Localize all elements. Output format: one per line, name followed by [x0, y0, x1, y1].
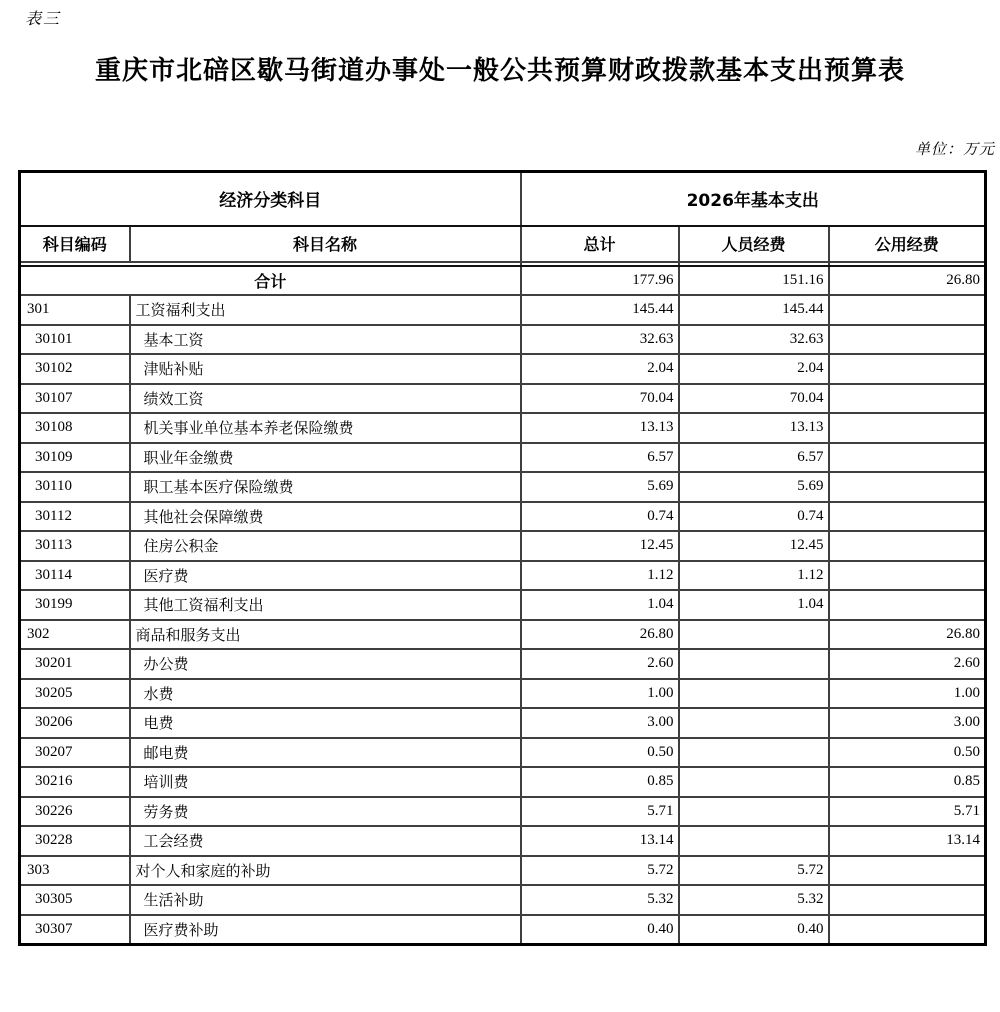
grand-total-total: 177.96	[521, 266, 679, 296]
total-value-cell: 12.45	[521, 531, 679, 561]
public-expense-cell: 2.60	[829, 649, 986, 679]
public-expense-cell	[829, 325, 986, 355]
table-body	[20, 266, 986, 945]
subject-code-cell: 30207	[20, 738, 130, 768]
subject-name-cell: 绩效工资	[130, 384, 521, 414]
public-expense-cell	[829, 384, 986, 414]
table-row	[20, 708, 986, 738]
public-expense-cell	[829, 915, 986, 945]
public-expense-cell	[829, 413, 986, 443]
subject-code-cell: 30102	[20, 354, 130, 384]
table-row	[20, 531, 986, 561]
subject-code-cell: 30107	[20, 384, 130, 414]
public-expense-cell	[829, 502, 986, 532]
subject-name-cell: 职业年金缴费	[130, 443, 521, 473]
table-row	[20, 679, 986, 709]
subject-code-cell: 30228	[20, 826, 130, 856]
personnel-expense-cell: 12.45	[679, 531, 829, 561]
total-value-cell: 5.72	[521, 856, 679, 886]
subject-code-cell: 30109	[20, 443, 130, 473]
total-value-cell: 0.40	[521, 915, 679, 945]
subject-code-cell: 30199	[20, 590, 130, 620]
table-row	[20, 413, 986, 443]
subject-code-cell: 30101	[20, 325, 130, 355]
total-value-cell: 1.00	[521, 679, 679, 709]
public-expense-cell	[829, 531, 986, 561]
table-number-tag: 表三	[25, 11, 62, 28]
public-expense-cell: 1.00	[829, 679, 986, 709]
public-expense-cell	[829, 856, 986, 886]
public-expense-cell: 5.71	[829, 797, 986, 827]
subject-name-cell: 对个人和家庭的补助	[130, 856, 521, 886]
personnel-expense-cell	[679, 767, 829, 797]
public-expense-cell: 13.14	[829, 826, 986, 856]
budget-table	[18, 170, 987, 946]
page-title: 重庆市北碚区歇马街道办事处一般公共预算财政拨款基本支出预算表	[94, 56, 905, 86]
total-value-cell: 0.50	[521, 738, 679, 768]
total-value-cell: 1.04	[521, 590, 679, 620]
personnel-expense-cell	[679, 708, 829, 738]
total-value-cell: 26.80	[521, 620, 679, 650]
personnel-expense-cell: 5.32	[679, 885, 829, 915]
public-expense-cell	[829, 472, 986, 502]
public-expense-cell: 26.80	[829, 620, 986, 650]
table-row	[20, 325, 986, 355]
total-value-cell: 1.12	[521, 561, 679, 591]
grand-total-public: 26.80	[829, 266, 986, 296]
header-2026-basic-expenditure: 2026年基本支出	[521, 172, 986, 226]
personnel-expense-cell	[679, 738, 829, 768]
public-expense-cell: 3.00	[829, 708, 986, 738]
subject-code-cell: 30113	[20, 531, 130, 561]
header-economic-classification: 经济分类科目	[20, 172, 521, 226]
table-row	[20, 472, 986, 502]
subject-code-cell: 30206	[20, 708, 130, 738]
personnel-expense-cell	[679, 679, 829, 709]
total-value-cell: 2.04	[521, 354, 679, 384]
personnel-expense-cell	[679, 797, 829, 827]
public-expense-cell	[829, 590, 986, 620]
table-row	[20, 502, 986, 532]
table-row	[20, 856, 986, 886]
grand-total-label: 合计	[20, 266, 521, 296]
table-row	[20, 443, 986, 473]
public-expense-cell: 0.50	[829, 738, 986, 768]
total-value-cell: 3.00	[521, 708, 679, 738]
table-row	[20, 797, 986, 827]
total-value-cell: 13.13	[521, 413, 679, 443]
subject-name-cell: 津贴补贴	[130, 354, 521, 384]
public-expense-cell	[829, 561, 986, 591]
table-row	[20, 384, 986, 414]
personnel-expense-cell: 2.04	[679, 354, 829, 384]
subject-code-cell: 301	[20, 295, 130, 325]
subject-code-cell: 30112	[20, 502, 130, 532]
personnel-expense-cell: 70.04	[679, 384, 829, 414]
subject-name-cell: 办公费	[130, 649, 521, 679]
total-value-cell: 6.57	[521, 443, 679, 473]
table-row	[20, 354, 986, 384]
header-column-row	[20, 226, 986, 262]
personnel-expense-cell: 1.04	[679, 590, 829, 620]
subject-name-cell: 劳务费	[130, 797, 521, 827]
subject-name-cell: 生活补助	[130, 885, 521, 915]
total-value-cell: 5.71	[521, 797, 679, 827]
personnel-expense-cell: 145.44	[679, 295, 829, 325]
personnel-expense-cell: 5.69	[679, 472, 829, 502]
subject-name-cell: 机关事业单位基本养老保险缴费	[130, 413, 521, 443]
subject-code-cell: 30108	[20, 413, 130, 443]
subject-name-cell: 水费	[130, 679, 521, 709]
table-row	[20, 826, 986, 856]
subject-code-cell: 303	[20, 856, 130, 886]
subject-code-cell: 30305	[20, 885, 130, 915]
total-value-cell: 2.60	[521, 649, 679, 679]
subject-code-cell: 30216	[20, 767, 130, 797]
public-expense-cell	[829, 443, 986, 473]
subject-name-cell: 邮电费	[130, 738, 521, 768]
personnel-expense-cell: 5.72	[679, 856, 829, 886]
personnel-expense-cell: 0.40	[679, 915, 829, 945]
subject-name-cell: 基本工资	[130, 325, 521, 355]
personnel-expense-cell: 0.74	[679, 502, 829, 532]
subject-code-cell: 302	[20, 620, 130, 650]
subject-code-cell: 30226	[20, 797, 130, 827]
table-row	[20, 885, 986, 915]
subject-name-cell: 医疗费	[130, 561, 521, 591]
table-header	[20, 172, 986, 266]
total-value-cell: 32.63	[521, 325, 679, 355]
header-subject-code: 科目编码	[20, 226, 130, 262]
table-row	[20, 590, 986, 620]
subject-name-cell: 职工基本医疗保险缴费	[130, 472, 521, 502]
total-value-cell: 5.32	[521, 885, 679, 915]
public-expense-cell: 0.85	[829, 767, 986, 797]
personnel-expense-cell	[679, 826, 829, 856]
subject-code-cell: 30201	[20, 649, 130, 679]
table-row	[20, 649, 986, 679]
table-row	[20, 295, 986, 325]
header-total: 总计	[521, 226, 679, 262]
table-row	[20, 620, 986, 650]
subject-name-cell: 其他工资福利支出	[130, 590, 521, 620]
subject-name-cell: 工会经费	[130, 826, 521, 856]
subject-name-cell: 商品和服务支出	[130, 620, 521, 650]
subject-name-cell: 其他社会保障缴费	[130, 502, 521, 532]
header-personnel-expense: 人员经费	[679, 226, 829, 262]
header-subject-name: 科目名称	[130, 226, 521, 262]
subject-code-cell: 30114	[20, 561, 130, 591]
total-value-cell: 145.44	[521, 295, 679, 325]
grand-total-row	[20, 266, 986, 296]
personnel-expense-cell	[679, 620, 829, 650]
total-value-cell: 0.74	[521, 502, 679, 532]
subject-code-cell: 30307	[20, 915, 130, 945]
subject-name-cell: 电费	[130, 708, 521, 738]
unit-note: 单位：万元	[914, 142, 995, 158]
total-value-cell: 0.85	[521, 767, 679, 797]
subject-name-cell: 培训费	[130, 767, 521, 797]
total-value-cell: 70.04	[521, 384, 679, 414]
public-expense-cell	[829, 885, 986, 915]
table-row	[20, 561, 986, 591]
table-row	[20, 915, 986, 945]
personnel-expense-cell: 13.13	[679, 413, 829, 443]
public-expense-cell	[829, 354, 986, 384]
header-group-row	[20, 172, 986, 226]
personnel-expense-cell	[679, 649, 829, 679]
subject-name-cell: 工资福利支出	[130, 295, 521, 325]
header-public-expense: 公用经费	[829, 226, 986, 262]
grand-total-personnel: 151.16	[679, 266, 829, 296]
subject-name-cell: 住房公积金	[130, 531, 521, 561]
personnel-expense-cell: 6.57	[679, 443, 829, 473]
subject-code-cell: 30110	[20, 472, 130, 502]
subject-code-cell: 30205	[20, 679, 130, 709]
public-expense-cell	[829, 295, 986, 325]
subject-name-cell: 医疗费补助	[130, 915, 521, 945]
table-row	[20, 738, 986, 768]
total-value-cell: 13.14	[521, 826, 679, 856]
personnel-expense-cell: 1.12	[679, 561, 829, 591]
total-value-cell: 5.69	[521, 472, 679, 502]
personnel-expense-cell: 32.63	[679, 325, 829, 355]
table-row	[20, 767, 986, 797]
